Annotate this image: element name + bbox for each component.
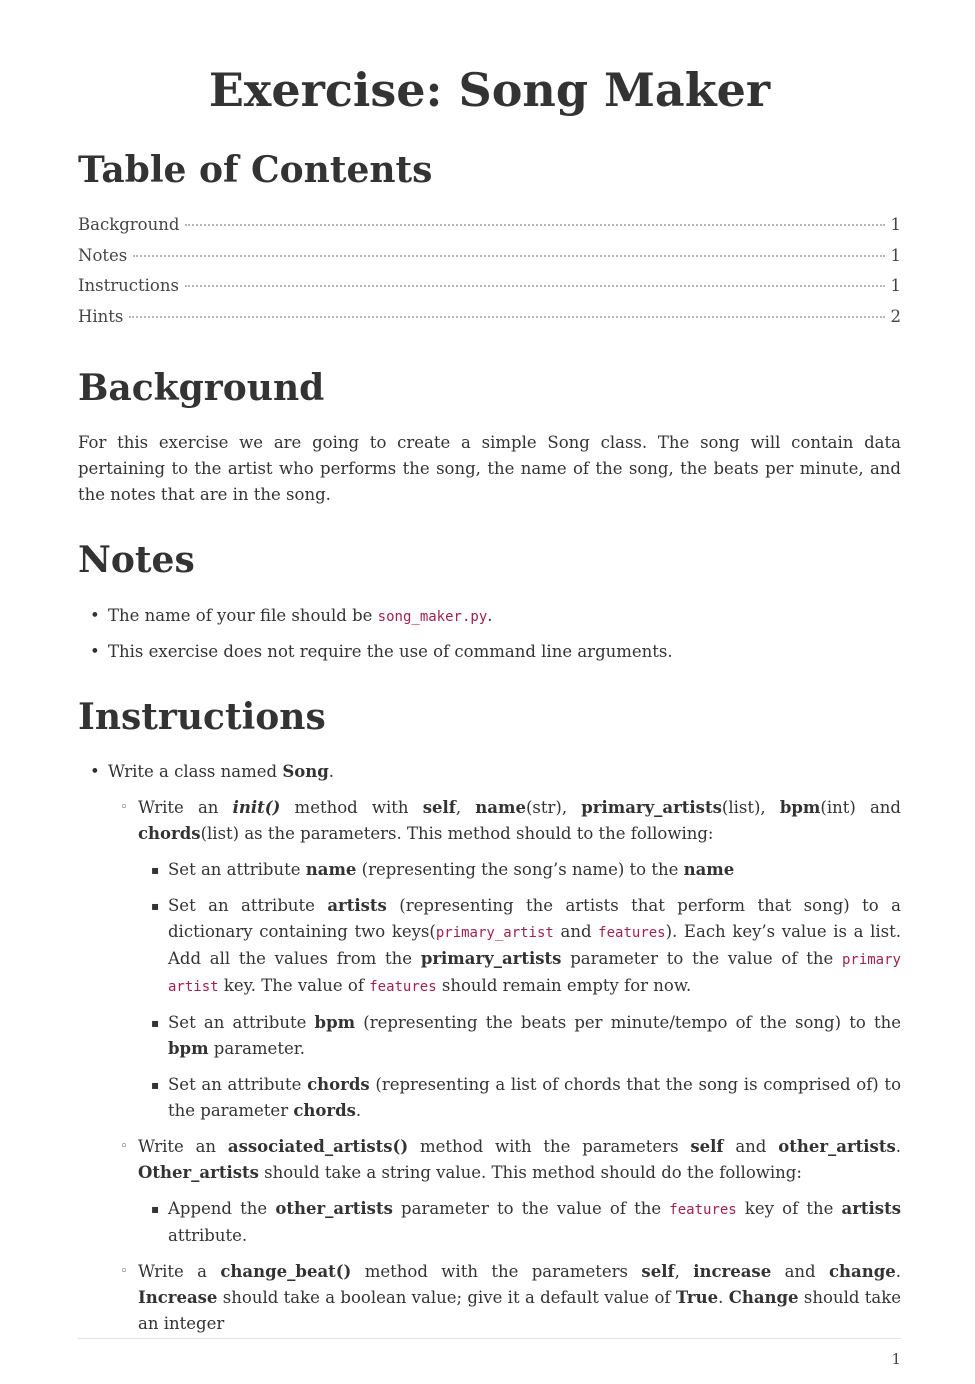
toc-entry-page: 2 <box>890 306 901 326</box>
list-item: ▪ Set an attribute chords (representing a list of chords that the song is comprised of) to the parameter chords. <box>138 1072 901 1124</box>
toc-leader-dots <box>185 285 885 287</box>
toc-entry-page: 1 <box>890 276 901 295</box>
toc-entry-page: 1 <box>890 215 901 234</box>
background-paragraph: For this exercise we are going to create a simple Song class. The song will contain data pertaining to the artist who performs the song, the name of the song, the beats per minute, and the notes that are in the song. <box>78 433 901 504</box>
toc-entry-instructions[interactable] <box>78 276 901 307</box>
toc-entry-label[interactable]: Notes <box>78 245 128 265</box>
list-item: • This exercise does not require the use of command line arguments. <box>78 639 901 665</box>
sub-sub-list <box>138 1196 901 1249</box>
background-heading: Background <box>78 367 325 409</box>
toc-leader-dots <box>133 255 884 257</box>
list-item: • Write a class named Song. ◦ Write an init() method with self, name(str), primary_artists(list), bpm(int) and chords(list) as the parameters. This method should to the following: ▪ Set an attribute name (representing the song’s name) to the name ▪ Set an attribute artists (representing the artists that perform that song) to a dictionary containing two keys(primary_artist and features). Each key’s value is a list. Add all the values from the primary_artists parameter to the value of the primary artist key. The value of features should remain empty for now. ▪ Set an attribute bpm (representing the beats per minute/tempo of the song) to the bpm parameter. ▪ Set an attribute chords (representing a list of chords that the song is comprised of) to the parameter chords. ◦ Write an associated_artists() method with the parameters self and other_artists. Other_artists should take a string value. This method should do the following: ▪ Append the other_artists parameter to the value of the features key of the artists attribute. ◦ Write a change_beat() method with the parameters self, increase and change. Increase should take a boolean value; give it a default value of True. Change should take an integer <box>78 759 901 1337</box>
notes-heading: Notes <box>78 539 195 581</box>
inline-code: song_maker.py <box>377 609 488 625</box>
toc-leader-dots <box>129 316 884 318</box>
inline-code: features <box>369 979 437 995</box>
list-item: ◦ Write an init() method with self, name(str), primary_artists(list), bpm(int) and chords(list) as the parameters. This method should to the following: ▪ Set an attribute name (representing the song’s name) to the name ▪ Set an attribute artists (representing the artists that perform that song) to a dictionary containing two keys(primary_artist and features). Each key’s value is a list. Add all the values from the primary_artists parameter to the value of the primary artist key. The value of features should remain empty for now. ▪ Set an attribute bpm (representing the beats per minute/tempo of the song) to the bpm parameter. ▪ Set an attribute chords (representing a list of chords that the song is comprised of) to the parameter chords. <box>108 795 901 1124</box>
inline-code: features <box>598 925 666 941</box>
toc-entry-notes[interactable] <box>78 246 901 277</box>
toc-leader-dots <box>185 224 884 226</box>
sub-sub-list <box>138 857 901 1124</box>
notes-list <box>78 603 901 665</box>
list-item: ▪ Append the other_artists parameter to the value of the features key of the artists attribute. <box>138 1196 901 1249</box>
inline-code: features <box>669 1202 737 1218</box>
toc-entry-background[interactable] <box>78 215 901 246</box>
toc-entry-hints[interactable] <box>78 307 901 338</box>
inline-code: primary_artist <box>435 925 554 941</box>
list-item: • The name of your file should be song_maker.py. <box>78 603 901 630</box>
toc-entry-label[interactable]: Hints <box>78 306 124 326</box>
list-item: ◦ Write a change_beat() method with the parameters self, increase and change. Increase should take a boolean value; give it a default value of True. Change should take an integer <box>108 1259 901 1337</box>
instructions-list <box>78 759 901 1337</box>
footer-divider <box>78 1338 901 1339</box>
toc-heading: Table of Contents <box>78 149 433 191</box>
page-number: 1 <box>891 1350 901 1368</box>
list-item: ▪ Set an attribute artists (representing the artists that perform that song) to a dictionary containing two keys(primary_artist and features). Each key’s value is a list. Add all the values from the primary_artists parameter to the value of the primary artist key. The value of features should remain empty for now. <box>138 893 901 1000</box>
instructions-heading: Instructions <box>78 696 326 738</box>
toc-entry-label[interactable]: Instructions <box>78 276 179 295</box>
inline-code: primary artist <box>168 952 901 995</box>
toc-entry-label[interactable]: Background <box>78 215 180 234</box>
table-of-contents <box>78 215 901 337</box>
toc-entry-page: 1 <box>890 245 901 265</box>
list-item: ▪ Set an attribute bpm (representing the beats per minute/tempo of the song) to the bpm parameter. <box>138 1010 901 1062</box>
sub-list <box>108 795 901 1337</box>
list-item: ▪ Set an attribute name (representing the song’s name) to the name <box>138 857 901 883</box>
document-title: Exercise: Song Maker <box>208 63 771 117</box>
list-item: ◦ Write an associated_artists() method with the parameters self and other_artists. Other_artists should take a string value. This method should do the following: ▪ Append the other_artists parameter to the value of the features key of the artists attribute. <box>108 1134 901 1249</box>
